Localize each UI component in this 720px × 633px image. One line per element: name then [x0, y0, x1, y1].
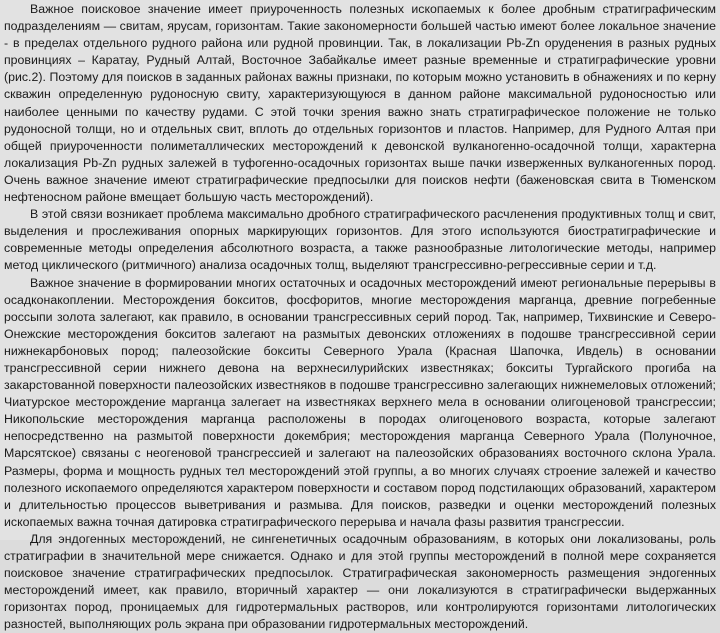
paragraph-regional-breaks: Важное значение в формировании многих остаточных и осадочных месторождений имеют региональные перерывы в осадконакоплении. Месторождения бокситов, фосфоритов, многие месторождения марганца, древние погребенные россыпи золота залегают, как правило, в основании трансгрессивных серий пород. Так, например, Тихвинские и Северо-Онежские месторождения бокситов залегают на размытых девонских отложениях в подошве трансгрессивной серии нижнекарбоновых пород; палеозойские бокситы Северного Урала (Красная Шапочка, Ивдель) в основании трансгрессивной серии нижнего девона на верхнесилурийских известняках; бокситы Тургайского прогиба на закарстованной поверхности палеозойских известняков в подошве трансгрессивно залегающих нижнемеловых отложений; Чиатурское месторождение марганца залегает на известняках верхнего мела в основании олигоценовой трансгрессии; Никопольские месторождения марганца расположены в породах олигоценового возраста, которые залегают непосредственно на размытой поверхности докембрия; месторождения марганца Северного Урала (Полуночное, Марсятское) связаны с неогеновой трансгрессией и залегают на палеозойских образованиях восточного склона Урала. Размеры, форма и мощность рудных тел месторождений этой группы, а во многих случаях строение залежей и качество полезного ископаемого определяются характером поверхности и составом пород подстилающих образований, характером и длительностью процессов выветривания и размыва. Для поисков, разведки и оценки месторождений полезных ископаемых важна точная датировка стратиграфического перерыва и начала фазы развития трансгрессии. [4, 275, 716, 529]
document-text [4, 1, 716, 633]
paragraph-endogenous-deposits: Для эндогенных месторождений, не сингенетичных осадочным образованиям, в которых они локализованы, роль стратиграфии в значительной мере снижается. Однако и для этой группы месторождений в полной мере сохраняется поисковое значение стратиграфических предпосылок. Стратиграфическая закономерность размещения эндогенных месторождений имеет, как правило, вторичный характер — они локализуются в стратиграфически выдержанных горизонтах пород, проницаемых для гидротермальных растворов, или контролируются горизонтами литологических разностей, выполняющих роль экрана при образовании гидротермальных месторождений. [4, 531, 716, 632]
paragraph-stratigraphic-division: В этой связи возникает проблема максимально дробного стратиграфического расчленения продуктивных толщ и свит, выделения и прослеживания опорных маркирующих горизонтов. Для этого используются биостратиграфические и современные методы определения абсолютного возраста, а также разнообразные литологические методы, например метод циклического (ритмичного) анализа осадочных толщ, выделяют трансгрессивно-регрессивные серии и т.д. [4, 207, 716, 273]
paragraph-stratigraphic-units: Важное поисковое значение имеет приуроченность полезных ископаемых к более дробным стратиграфическим подразделениям — свитам, ярусам, горизонтам. Такие закономерности большей частью имеют более локальное значение - в пределах отдельного рудного района или рудной провинции. Так, в локализации Pb-Zn оруденения в разных рудных провинциях – Каратау, Рудный Алтай, Восточное Забайкалье имеет разные временные и стратиграфические уровни (рис.2). Поэтому для поисков в заданных районах важны признаки, по которым можно установить в обнажениях и по керну скважин определенную рудоносную свиту, характеризующуюся в данном районе максимальной рудоносностью или наиболее ценными по качеству рудами. С этой точки зрения важно знать стратиграфическое положение не только рудоносной толщи, но и отдельных свит, вплоть до отдельных горизонтов и пластов. Например, для Рудного Алтая при общей приуроченности полиметаллических месторождений к девонской вулканогенно-осадочной толщи, характерна локализация Pb-Zn рудных залежей в туфогенно-осадочных горизонтах выше пачки изверженных вулканогенных пород. Очень важное значение имеют стратиграфические предпосылки для поисков нефти (баженовская свита в Тюменском нефтеносном районе вмещает большую часть месторождений). [4, 2, 716, 205]
